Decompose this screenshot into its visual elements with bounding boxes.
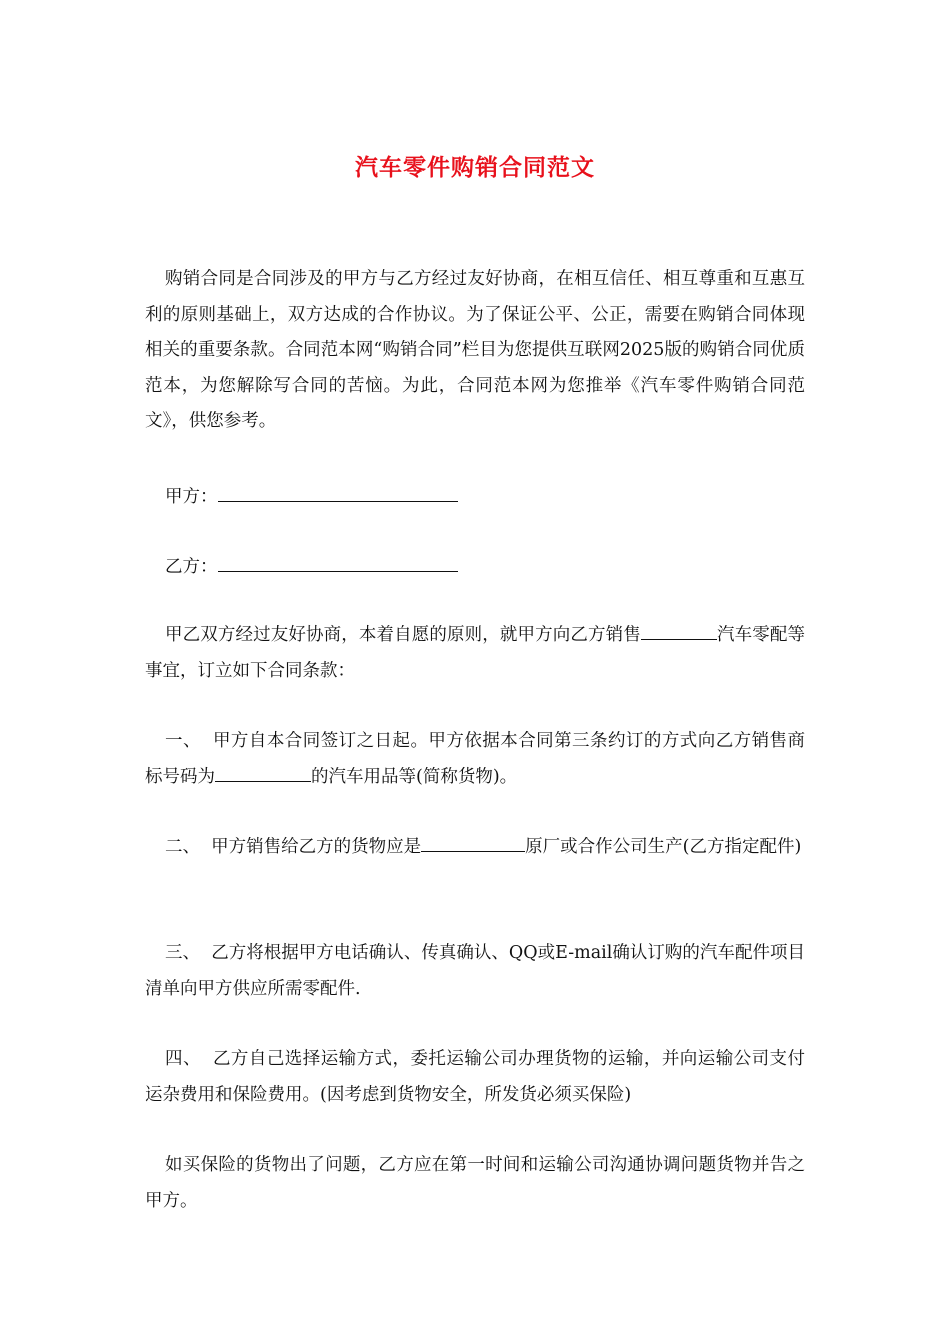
clause-3-text: 乙方将根据甲方电话确认、传真确认、QQ或E-mail确认订购的汽车配件项目清单向甲方供应所需零配件. (145, 943, 805, 999)
party-b-blank[interactable] (218, 553, 458, 572)
party-a-label: 甲方： (165, 487, 218, 507)
insurance-note-text: 如买保险的货物出了问题，乙方应在第一时间和运输公司沟通协调问题货物并告之甲方。 (145, 1155, 805, 1211)
clause-2-before: 甲方销售给乙方的货物应是 (211, 837, 422, 857)
agreement-after: 汽车零配等事宜，订立如下合同条款： (145, 625, 805, 681)
document-title: 汽车零件购销合同范文 (355, 154, 595, 181)
trademark-blank[interactable] (215, 763, 311, 782)
clause-4-number: 四、 (165, 1049, 201, 1069)
clause-2-after: 原厂或合作公司生产(乙方指定配件) (525, 837, 802, 857)
intro-paragraph (145, 262, 805, 440)
product-blank[interactable] (641, 621, 717, 640)
agreement-paragraph (145, 618, 805, 689)
clause-1-after: 的汽车用品等(简称货物)。 (311, 766, 518, 787)
party-a-blank[interactable] (218, 483, 458, 502)
clause-2-number: 二、 (165, 837, 200, 857)
clause-4-text: 乙方自己选择运输方式，委托运输公司办理货物的运输，并向运输公司支付运杂费用和保险费用。(因考虑到货物安全，所发货必须买保险) (145, 1049, 806, 1105)
clause-2 (145, 830, 805, 866)
agreement-before: 甲乙双方经过友好协商，本着自愿的原则，就甲方向乙方销售 (165, 625, 641, 645)
insurance-note (145, 1148, 805, 1219)
intro-text: 购销合同是合同涉及的甲方与乙方经过友好协商，在相互信任、相互尊重和互惠互利的原则基础上，双方达成的合作协议。为了保证公平、公正，需要在购销合同体现相关的重要条款。合同范本网“购销合同”栏目为您提供互联网2025版的购销合同优质范本，为您解除写合同的苦恼。为此，合同范本网为您推举《汽车零件购销合同范文》，供您参考。 (145, 269, 805, 431)
party-b-label: 乙方： (165, 557, 218, 577)
party-a-line (145, 480, 805, 516)
clause-3-number: 三、 (165, 943, 201, 963)
manufacturer-blank[interactable] (421, 833, 525, 852)
party-b-line (145, 550, 805, 586)
clause-1-before: 甲方自本合同签订之日起。甲方依据本合同第三条约订的方式向乙方销售商标号码为 (145, 731, 806, 787)
clause-3 (145, 936, 805, 1007)
clause-1 (145, 724, 805, 795)
clause-4 (145, 1042, 805, 1113)
clause-1-number: 一、 (165, 731, 201, 751)
